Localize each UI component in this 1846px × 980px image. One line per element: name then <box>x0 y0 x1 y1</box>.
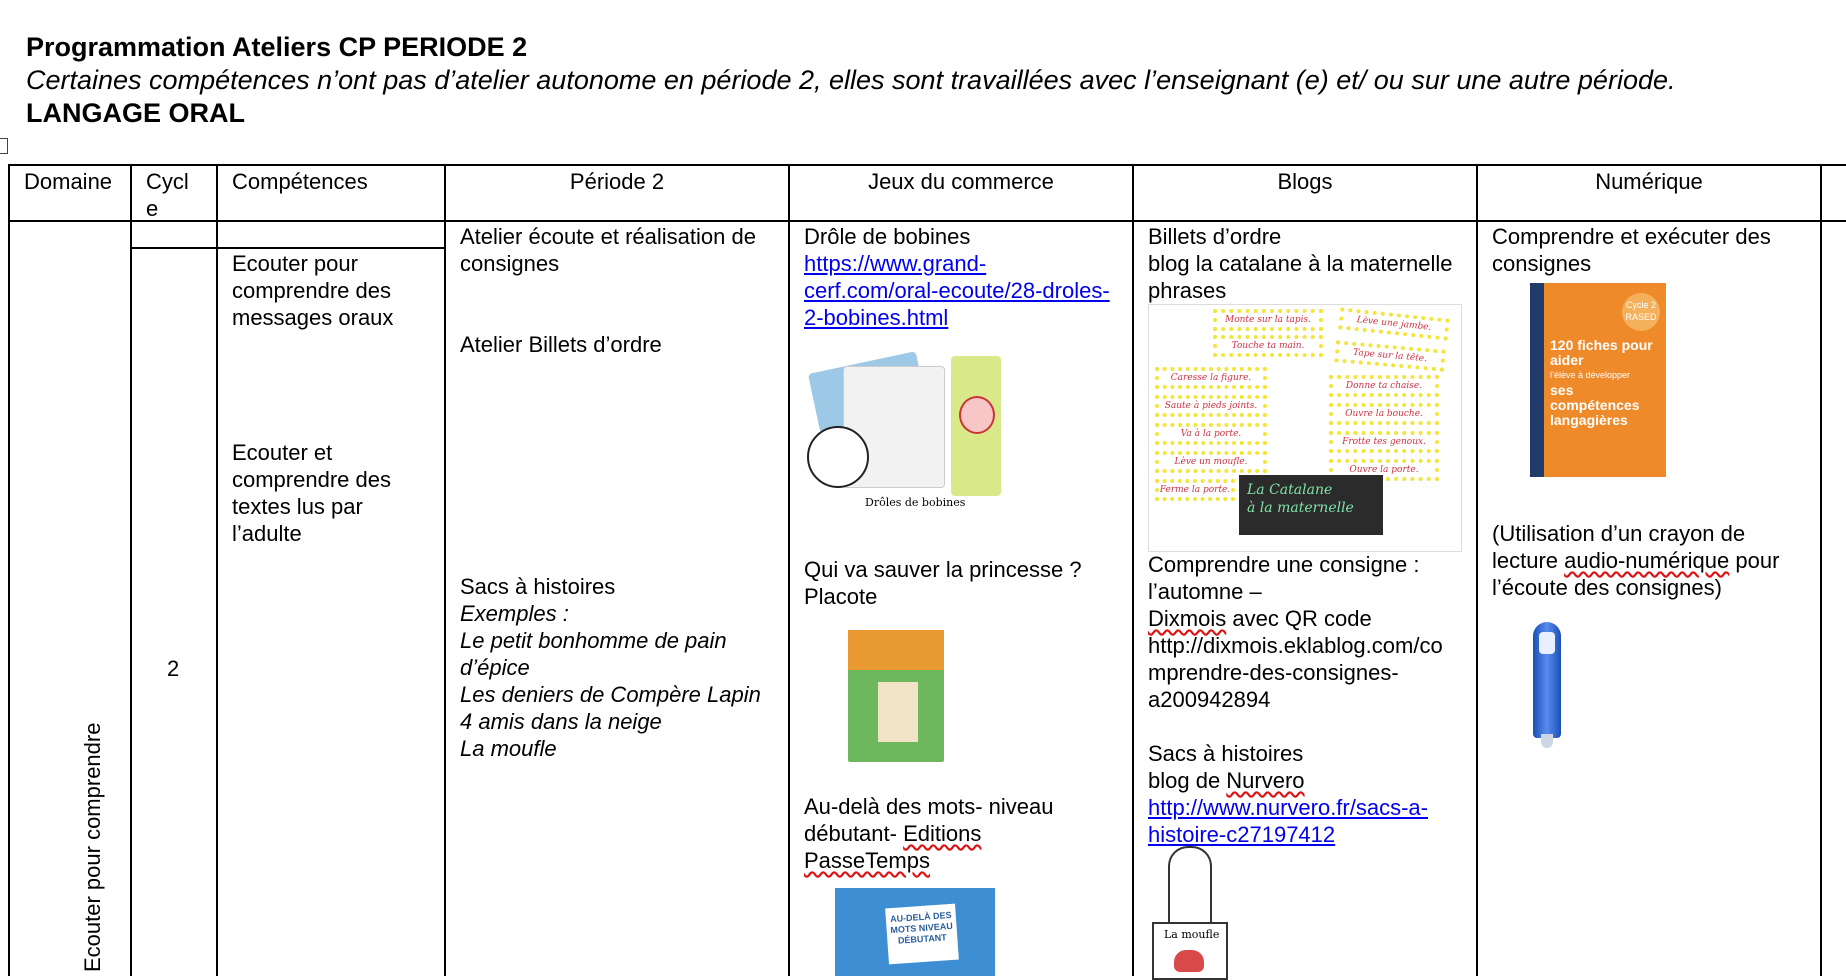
slip: Tape sur la tête. <box>1334 340 1445 372</box>
nurvero-link[interactable] <box>1148 794 1428 848</box>
jeu-audela <box>804 793 1053 874</box>
competence-1 <box>232 250 393 331</box>
competence-2-line: l’adulte <box>232 521 302 546</box>
blog-sacs-title: Sacs à histoires <box>1148 741 1304 766</box>
header-bottom-border <box>8 220 1846 222</box>
num-crayon-line: l’écoute des consignes) <box>1492 575 1722 600</box>
blog-consigne <box>1148 551 1443 713</box>
num-crayon-text: pour <box>1729 548 1780 573</box>
bag-handle <box>1168 846 1212 928</box>
atelier-billets: Atelier Billets d’ordre <box>460 332 662 357</box>
col-header-numerique: Numérique <box>1595 169 1703 194</box>
atelier-ecoute <box>460 223 756 277</box>
audela-box-image <box>835 888 995 976</box>
chalk-line: La Catalane <box>1247 482 1333 498</box>
col-header-blogs: Blogs <box>1277 169 1333 194</box>
slip: Lève un moufle. <box>1155 451 1267 473</box>
moufle-bag-image <box>1152 846 1226 976</box>
competence-1-line: comprendre des <box>232 278 391 303</box>
blog-consigne-url: a200942894 <box>1148 687 1271 712</box>
col-border-2 <box>216 164 218 976</box>
slip: Touche ta main. <box>1213 335 1323 357</box>
blog-consigne-url: mprendre-des-consignes- <box>1148 660 1399 685</box>
sub-row-border <box>130 247 446 249</box>
book-cover-image <box>1530 283 1666 477</box>
book-title-line: l’élève à développer <box>1550 370 1631 380</box>
spellcheck-word: Editions <box>903 821 982 846</box>
slip: Caresse la figure. <box>1155 367 1267 389</box>
link-line: 2-bobines.html <box>804 305 949 330</box>
jeu-audela-text: débutant- <box>804 821 904 846</box>
book-badge <box>1622 293 1660 331</box>
num-crayon-line: (Utilisation d’un crayon de <box>1492 521 1746 546</box>
link-line: histoire-c27197412 <box>1148 822 1336 847</box>
pen-screen <box>1539 632 1555 654</box>
atelier-sacs <box>460 573 761 762</box>
princess-icon <box>959 396 995 434</box>
badge-line: RASED <box>1625 312 1657 322</box>
bobines-image <box>803 356 1001 516</box>
slip: Lève une jambe. <box>1338 307 1450 340</box>
slip: Donne ta chaise. <box>1329 375 1439 397</box>
link-line: cerf.com/oral-ecoute/28-droles- <box>804 278 1110 303</box>
page-subtitle: Certaines compétences n’ont pas d’atelier autonome en période 2, elles sont travaillées avec l’enseignant (e) et/ ou sur une autre période. <box>26 65 1676 95</box>
spellcheck-word: audio-numérique <box>1564 548 1730 573</box>
mitten-icon <box>1174 950 1204 972</box>
col-border-7 <box>1820 164 1822 976</box>
sacs-label: Sacs à histoires <box>460 574 616 599</box>
book-title-line: ses compétences <box>1550 382 1640 413</box>
blog-billets-line: phrases <box>1148 278 1227 303</box>
slip: Ferme la porte. <box>1155 479 1235 501</box>
num-crayon <box>1492 520 1779 601</box>
competence-2-line: comprendre des <box>232 467 391 492</box>
table-anchor-handle[interactable] <box>0 138 8 154</box>
jeu-bobines <box>804 223 1110 331</box>
spellcheck-word: Dixmois <box>1148 606 1227 631</box>
book-spine <box>1530 283 1544 477</box>
exemple-item: Les deniers de Compère Lapin <box>460 682 761 707</box>
book-title-line: langagières <box>1550 412 1628 428</box>
jeu-audela-line: Au-delà des mots- niveau <box>804 794 1054 819</box>
exemple-item: La moufle <box>460 736 557 761</box>
competence-2 <box>232 439 391 547</box>
atelier-ecoute-line: Atelier écoute et réalisation de <box>460 224 756 249</box>
billets-image <box>1148 304 1462 552</box>
num-crayon-text: lecture <box>1492 548 1565 573</box>
col-border-4 <box>788 164 790 976</box>
exemple-item: Le petit bonhomme de pain <box>460 628 727 653</box>
link-line: https://www.grand- <box>804 251 987 276</box>
jeu-bobines-title: Drôle de bobines <box>804 224 971 249</box>
atelier-ecoute-line: consignes <box>460 251 560 276</box>
reading-pen-image <box>1533 622 1561 738</box>
blog-sacs <box>1148 740 1428 848</box>
jeu-princesse-line: Qui va sauver la princesse ? <box>804 557 1082 582</box>
princesse-box-image <box>848 630 944 762</box>
slip: Ouvre la bouche. <box>1329 403 1439 425</box>
exemples-label: Exemples : <box>460 601 569 626</box>
jeu-bobines-link[interactable] <box>804 250 1110 331</box>
col-border-1 <box>130 164 132 976</box>
book-title <box>1550 338 1660 428</box>
page-title: Programmation Ateliers CP PERIODE 2 <box>26 32 528 62</box>
col-border-6 <box>1476 164 1478 976</box>
castle-icon <box>878 682 918 742</box>
blog-consigne-line: Comprendre une consigne : <box>1148 552 1420 577</box>
competence-2-line: textes lus par <box>232 494 363 519</box>
col-border-3 <box>444 164 446 976</box>
bobines-caption: Drôles de bobines <box>865 496 966 509</box>
blog-sacs-text: blog de <box>1148 768 1227 793</box>
col-border-0 <box>8 164 10 976</box>
section-title: LANGAGE ORAL <box>26 98 245 128</box>
competence-2-line: Ecouter et <box>232 440 333 465</box>
blog-billets-line: Billets d’ordre <box>1148 224 1282 249</box>
slip: Saute à pieds joints. <box>1155 395 1267 417</box>
slip: Ouvre la porte. <box>1329 459 1439 481</box>
document-header <box>26 31 1826 130</box>
exemple-item: d’épice <box>460 655 530 680</box>
link-line: http://www.nurvero.fr/sacs-a- <box>1148 795 1428 820</box>
blog-consigne-url: http://dixmois.eklablog.com/co <box>1148 633 1443 658</box>
cycle-value: 2 <box>167 656 180 681</box>
competence-1-line: Ecouter pour <box>232 251 358 276</box>
domaine-label: Ecouter pour comprendre <box>80 722 105 972</box>
blog-billets-line: blog la catalane à la maternelle <box>1148 251 1453 276</box>
pen-tip <box>1541 734 1553 748</box>
bag-label: La moufle <box>1164 928 1220 941</box>
jeu-princesse-line: Placote <box>804 584 878 609</box>
blog-consigne-text: avec QR code <box>1226 606 1372 631</box>
blog-consigne-line: l’automne – <box>1148 579 1262 604</box>
table-top-border <box>8 164 1846 166</box>
col-header-periode2: Période 2 <box>569 169 665 194</box>
col-header-cycle <box>146 168 189 222</box>
slip: Frotte tes genoux. <box>1329 431 1439 453</box>
cow-icon <box>807 426 869 488</box>
slip: Monte sur la tapis. <box>1213 309 1323 331</box>
chalk-line: à la maternelle <box>1247 500 1354 516</box>
col-header-cycle-line2: e <box>146 196 159 221</box>
spellcheck-word: Nurvero <box>1226 768 1305 793</box>
box-label: AU-DELÀ DES MOTS NIVEAU DÉBUTANT <box>885 904 959 965</box>
badge-line: Cycle 2 <box>1625 300 1656 310</box>
col-header-cycle-line1: Cycl <box>146 169 189 194</box>
col-header-jeux: Jeux du commerce <box>868 169 1054 194</box>
num-consignes-line: consignes <box>1492 251 1592 276</box>
competence-1-line: messages oraux <box>232 305 394 330</box>
col-header-competences: Compétences <box>232 169 368 194</box>
spellcheck-word: PasseTemps <box>804 848 930 873</box>
col-border-5 <box>1132 164 1134 976</box>
jeu-princesse <box>804 556 1082 610</box>
slip: Va à la porte. <box>1155 423 1267 445</box>
box-top <box>848 630 944 670</box>
num-consignes <box>1492 223 1771 277</box>
book-title-line: 120 fiches pour aider <box>1550 337 1653 368</box>
num-consignes-line: Comprendre et exécuter des <box>1492 224 1771 249</box>
catalane-chalkboard <box>1239 475 1383 535</box>
exemple-item: 4 amis dans la neige <box>460 709 662 734</box>
col-header-domaine: Domaine <box>24 169 113 194</box>
blog-billets <box>1148 223 1453 304</box>
